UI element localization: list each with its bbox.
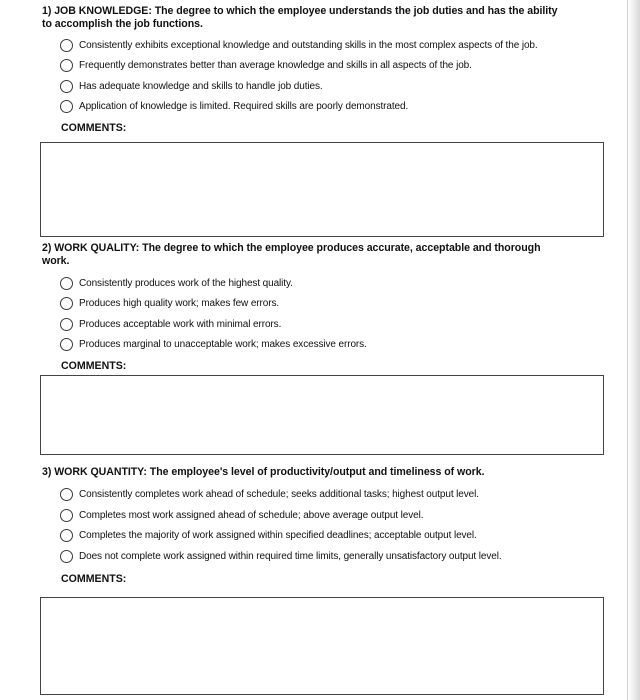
section-3-option-1-label: Consistently completes work ahead of schedule; seeks additional tasks; highest output level. [79, 488, 479, 500]
section-3-option-3[interactable] [60, 527, 477, 543]
section-2-option-3-label: Produces acceptable work with minimal errors. [79, 318, 282, 330]
section-1-radio-4[interactable] [60, 100, 73, 113]
section-2-option-4-label: Produces marginal to unacceptable work; makes excessive errors. [79, 338, 367, 350]
section-3-comments-label: COMMENTS: [61, 573, 127, 585]
section-1-radio-3[interactable] [60, 80, 73, 93]
section-1-comments-box[interactable] [40, 142, 604, 237]
section-2-radio-4[interactable] [60, 338, 73, 351]
section-1-comments-label: COMMENTS: [61, 122, 127, 134]
section-2-option-3[interactable] [60, 316, 281, 332]
section-2-comments-box[interactable] [40, 375, 604, 455]
section-3-radio-1[interactable] [60, 488, 73, 501]
section-1-radio-2[interactable] [60, 59, 73, 72]
section-3-radio-4[interactable] [60, 550, 73, 563]
section-2-comments-label: COMMENTS: [61, 360, 127, 372]
section-2-option-1[interactable] [60, 275, 293, 291]
section-3-option-3-label: Completes the majority of work assigned within specified deadlines; acceptable output level. [79, 529, 477, 541]
section-1-option-3[interactable] [60, 78, 323, 94]
section-2-option-2-label: Produces high quality work; makes few errors. [79, 297, 280, 309]
section-2-option-4[interactable] [60, 336, 367, 352]
section-3-radio-2[interactable] [60, 509, 73, 522]
section-3-heading [42, 466, 602, 479]
section-3-option-2-label: Completes most work assigned ahead of schedule; above average output level. [79, 509, 424, 521]
section-1-heading-line2: to accomplish the job functions. [42, 17, 203, 30]
section-3-heading-line1: 3) WORK QUANTITY: The employee's level of productivity/output and timeliness of work. [42, 466, 485, 478]
section-2-heading [42, 242, 602, 267]
section-2-radio-1[interactable] [60, 277, 73, 290]
section-1-option-2-label: Frequently demonstrates better than average knowledge and skills in all aspects of the job. [79, 59, 472, 71]
section-3-option-2[interactable] [60, 507, 423, 523]
section-1-option-1[interactable] [60, 37, 538, 53]
section-2-radio-3[interactable] [60, 318, 73, 331]
section-1-option-3-label: Has adequate knowledge and skills to handle job duties. [79, 80, 323, 92]
section-1-radio-1[interactable] [60, 39, 73, 52]
page-edge [628, 0, 640, 700]
section-1-option-1-label: Consistently exhibits exceptional knowledge and outstanding skills in the most complex aspects of the job. [79, 39, 538, 51]
section-2-radio-2[interactable] [60, 297, 73, 310]
section-1-heading-line1: 1) JOB KNOWLEDGE: The degree to which the employee understands the job duties and has the ability [42, 5, 558, 17]
section-1-heading [42, 5, 602, 30]
section-3-option-1[interactable] [60, 486, 479, 502]
section-3-radio-3[interactable] [60, 529, 73, 542]
section-1-option-4-label: Application of knowledge is limited. Required skills are poorly demonstrated. [79, 100, 409, 112]
section-1-option-2[interactable] [60, 57, 472, 73]
section-2-option-2[interactable] [60, 295, 279, 311]
section-1-option-4[interactable] [60, 98, 408, 114]
section-2-heading-line2: work. [42, 254, 70, 267]
section-3-option-4[interactable] [60, 548, 502, 564]
section-3-comments-box[interactable] [40, 597, 604, 695]
section-3-option-4-label: Does not complete work assigned within required time limits, generally unsatisfactory output level. [79, 550, 502, 562]
section-2-option-1-label: Consistently produces work of the highest quality. [79, 277, 293, 289]
section-2-heading-line1: 2) WORK QUALITY: The degree to which the employee produces accurate, acceptable and thorough [42, 242, 541, 254]
